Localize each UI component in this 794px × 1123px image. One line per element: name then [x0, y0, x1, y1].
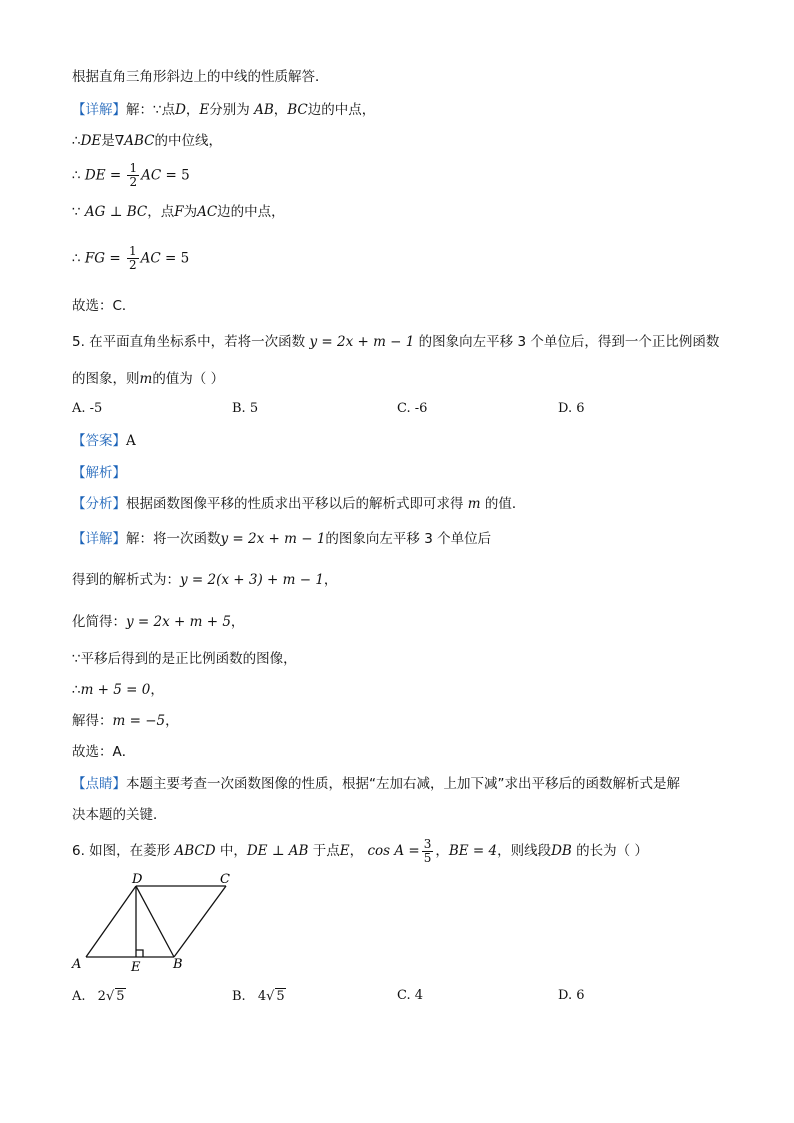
text-seg: ，: [230, 614, 245, 630]
frac-den: 2: [129, 175, 138, 189]
math-var: FG: [84, 250, 106, 267]
radicand: 5: [276, 989, 285, 1004]
q4-answer-line: 故选：C．: [72, 298, 136, 314]
text-seg: 化简得：: [72, 614, 126, 630]
text-seg: 的图象，则: [72, 371, 140, 387]
math-var: E: [339, 843, 350, 859]
q4-detail-line3: [72, 162, 190, 189]
label-e: E: [131, 960, 141, 975]
math-expr: m + 5 = 0: [80, 682, 151, 698]
frac-den: 2: [128, 258, 137, 272]
math-var: m: [139, 371, 153, 387]
math-var: AC: [197, 204, 218, 220]
radicand: 5: [116, 989, 125, 1004]
q4-detail-line4: [72, 203, 285, 221]
q5-detail-line: [72, 530, 491, 548]
math-var: AC: [141, 167, 162, 184]
math-expr: AG ⊥ BC: [84, 204, 148, 220]
math-var: DB: [551, 843, 572, 859]
math-expr: y = 2x + m − 1: [220, 531, 326, 547]
text-seg: ，: [349, 843, 364, 859]
q5-option-c: C. -6: [397, 401, 428, 416]
q5-fenxi-line: [72, 495, 525, 513]
text-seg: 的值．: [484, 496, 526, 512]
text-seg: 边的中点，: [217, 204, 285, 220]
frac-den: 5: [423, 850, 432, 865]
text-seg: 的值为（ ）: [152, 371, 225, 387]
q5-step1: [72, 571, 337, 589]
math-var: F: [174, 204, 184, 220]
q6-option-a: [72, 988, 126, 1004]
math-var: E: [199, 102, 210, 118]
text-seg: 的长为（ ）: [576, 843, 648, 859]
side-ad: [86, 886, 136, 957]
option-letter: D.: [558, 988, 573, 1003]
q6-option-d: [558, 988, 585, 1003]
math-val: = 5: [164, 250, 190, 267]
comment-tag: 【点睛】: [72, 776, 126, 792]
q5-analysis-tag: [72, 464, 126, 482]
math-var: AB: [254, 102, 274, 118]
q5-answer-line: [72, 432, 136, 450]
intro-text: 根据直角三角形斜边上的中线的性质解答．: [72, 69, 329, 85]
text-seg: 中，: [219, 843, 247, 859]
label-d: D: [132, 872, 143, 887]
q5-step5: [72, 712, 179, 730]
q5-step6: 故选：A．: [72, 744, 136, 760]
q6-option-b: [232, 988, 286, 1004]
text-seg: ，: [150, 682, 164, 698]
text-seg: 本题主要考查一次函数图像的性质，根据“左加右减，上加下减”求出平移后的函数解析式是解: [126, 776, 680, 792]
option-coef: 4: [257, 989, 267, 1004]
rhombus-figure: [68, 872, 248, 976]
math-op: =: [109, 167, 122, 184]
text-seg: ，: [323, 572, 338, 588]
q5-step2: [72, 613, 244, 631]
option-letter: B.: [232, 989, 246, 1004]
math-var: DE: [80, 133, 102, 149]
text-seg: 的图象向左平移 3 个单位后: [325, 531, 492, 547]
q5-comment-line2: 决本题的关键．: [72, 807, 167, 823]
label-b: B: [173, 957, 183, 972]
text-seg: 边的中点，: [307, 102, 376, 118]
option-value: 6: [576, 988, 585, 1003]
text-seg: 解：将一次函数: [126, 531, 221, 547]
text-seg: ，则线段: [497, 843, 552, 859]
answer-tag: 【答案】: [72, 433, 126, 449]
q6-stem: [72, 836, 648, 866]
analysis-tag: 【解析】: [72, 465, 126, 481]
math-var: BC: [287, 102, 308, 118]
option-value: 4: [414, 988, 424, 1003]
q5-step3: ∵平移后得到的是正比例函数的图像，: [72, 651, 297, 667]
q5-option-d: D. 6: [558, 401, 585, 416]
text-seg: 的图象向左平移 3 个单位后，得到一个正比例函数: [418, 334, 720, 350]
math-var: DE: [84, 167, 106, 184]
option-letter: A.: [72, 989, 86, 1004]
text-seg: 解得：: [72, 713, 113, 729]
fraction-half: [127, 162, 139, 189]
q5-option-a: A. -5: [72, 401, 103, 416]
text-seg: ，点: [147, 204, 175, 220]
q5-option-b: B. 5: [232, 401, 259, 416]
math-var: AC: [140, 250, 161, 267]
text-seg: ，: [165, 713, 179, 729]
fraction-half: [127, 245, 139, 272]
q4-detail-line5: [72, 245, 189, 272]
q4-detail-line2: [72, 132, 222, 150]
math-expr: y = 2(x + 3) + m − 1: [180, 572, 324, 588]
math-var: m: [467, 496, 481, 512]
text-seg: 于点: [312, 843, 340, 859]
q5-step4: [72, 681, 164, 699]
q5-comment-line1: [72, 775, 680, 793]
math-var: ∇ABC: [114, 133, 155, 149]
label-c: C: [220, 872, 230, 887]
math-expr: cos A =: [367, 843, 420, 859]
q4-detail-line1: [72, 101, 375, 119]
math-expr: BE = 4: [448, 843, 498, 859]
text-seg: 根据函数图像平移的性质求出平移以后的解析式即可求得: [126, 496, 464, 512]
frac-num: 1: [128, 244, 137, 258]
math-op: =: [109, 250, 121, 267]
detail-tag: 【详解】: [72, 102, 126, 118]
math-val: = 5: [165, 167, 190, 184]
q5-stem-line2: [72, 370, 224, 388]
q5-stem-line1: [72, 333, 719, 351]
math-expr: m = −5: [112, 713, 166, 729]
side-cb: [174, 886, 226, 957]
text-seg: 6. 如图，在菱形: [72, 843, 171, 859]
fenxi-tag: 【分析】: [72, 496, 126, 512]
q6-option-c: [397, 988, 423, 1003]
text-seg: 得到的解析式为：: [72, 572, 180, 588]
text-seg: ，: [273, 102, 288, 118]
text-seg: ∴: [72, 682, 81, 698]
text-seg: 为: [183, 204, 198, 220]
text-seg: ∴: [72, 167, 81, 184]
math-var: D: [175, 102, 186, 118]
text-seg: ∴: [72, 133, 81, 149]
sqrt: √ 5: [105, 989, 125, 1004]
math-expr: y = 2x + m + 5: [126, 614, 231, 630]
math-expr: y = 2x + m − 1: [309, 334, 415, 350]
text-seg: 5. 在平面直角坐标系中，若将一次函数: [72, 334, 306, 350]
diagonal-db: [136, 886, 174, 957]
text-seg: ，: [435, 843, 449, 859]
answer-value: A: [126, 433, 136, 449]
math-var: ABCD: [174, 843, 216, 859]
option-coef: 2: [97, 989, 106, 1004]
text-seg: 的中位线，: [154, 133, 222, 149]
label-a: A: [72, 957, 82, 972]
fraction-three-fifths: [422, 838, 434, 865]
text-seg: 是: [101, 133, 115, 149]
text-seg: ∴: [72, 250, 81, 267]
text-seg: ∵: [72, 204, 81, 220]
text-seg: 分别为: [209, 102, 250, 118]
math-expr: DE ⊥ AB: [246, 843, 309, 859]
detail-tag: 【详解】: [72, 531, 126, 547]
text-seg: 解：∵点: [126, 102, 176, 118]
frac-num: 1: [129, 161, 138, 175]
text-seg: ，: [185, 102, 200, 118]
frac-num: 3: [423, 836, 432, 851]
right-angle-mark: [136, 950, 143, 957]
sqrt: √ 5: [266, 989, 285, 1004]
option-letter: C.: [397, 988, 411, 1003]
